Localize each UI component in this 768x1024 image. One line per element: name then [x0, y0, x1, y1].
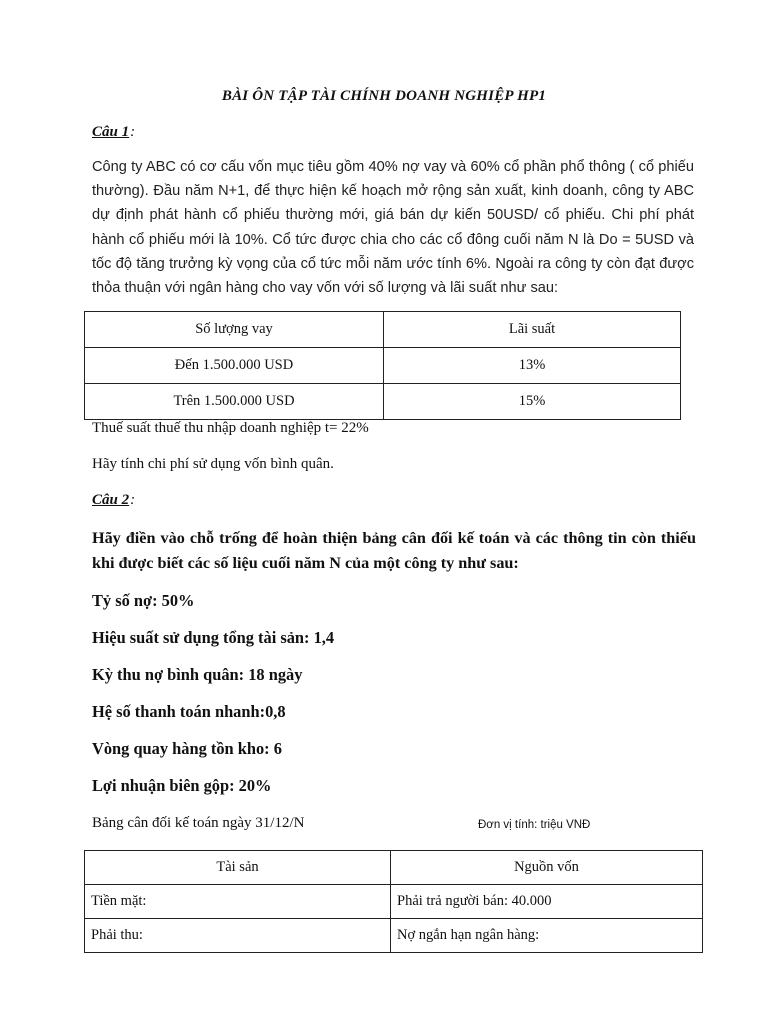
balance-sheet-header-row	[85, 851, 703, 885]
table-row	[85, 348, 681, 384]
balance-sheet-table	[84, 850, 703, 953]
document-title: BÀI ÔN TẬP TÀI CHÍNH DOANH NGHIỆP HP1	[221, 88, 547, 104]
balance-sheet-header: Tài sản	[85, 851, 391, 885]
fact-item: Hệ số thanh toán nhanh:0,8	[92, 702, 286, 721]
q1-body: Công ty ABC có cơ cấu vốn mục tiêu gồm 40% nợ vay và 60% cổ phần phổ thông ( cổ phiếu thường). Đầu năm N+1, để thực hiện kế hoạch mở rộng sản xuất, kinh doanh, công ty ABC dự định phát hành cổ phiếu thường mới, giá bán dự kiến 50USD/ cổ phiếu. Chi phí phát hành cổ phiếu mới là 10%. Cổ tức được chia cho các cổ đông cuối năm N là Do = 5USD và tốc độ tăng trưởng kỳ vọng của cổ tức mỗi năm ước tính 6%. Ngoài ra công ty còn đạt được thỏa thuận với ngân hàng cho vay vốn với số lượng và lãi suất như sau:	[92, 159, 694, 297]
balance-sheet-title: Bảng cân đối kế toán ngày 31/12/N	[92, 815, 305, 831]
table-row	[85, 919, 703, 953]
table-row	[85, 885, 703, 919]
q2-heading-label: Câu 2	[92, 492, 130, 508]
loan-amount-cell: Trên 1.500.000 USD	[85, 384, 384, 420]
liability-cell: Nợ ngắn hạn ngân hàng:	[391, 919, 703, 953]
balance-sheet-header: Nguồn vốn	[391, 851, 703, 885]
loan-table-header: Lãi suất	[384, 312, 681, 348]
table-row	[85, 384, 681, 420]
loan-table	[84, 311, 681, 420]
q1-heading-colon: :	[130, 124, 136, 140]
fact-item: Vòng quay hàng tồn kho: 6	[92, 739, 282, 758]
unit-label: Đơn vị tính: triệu VNĐ	[478, 819, 591, 831]
q2-intro: Hãy điền vào chỗ trống để hoàn thiện bảng cân đối kế toán và các thông tin còn thiếu khi được biết các số liệu cuối năm N của một công ty như sau:	[92, 529, 696, 572]
fact-item: Hiệu suất sử dụng tổng tài sản: 1,4	[92, 628, 335, 647]
liability-cell: Phải trả người bán: 40.000	[391, 885, 703, 919]
loan-table-header: Số lượng vay	[85, 312, 384, 348]
loan-amount-cell: Đến 1.500.000 USD	[85, 348, 384, 384]
fact-item: Lợi nhuận biên gộp: 20%	[92, 776, 272, 795]
loan-table-header-row	[85, 312, 681, 348]
asset-cell: Phải thu:	[85, 919, 391, 953]
q1-tax-rate: Thuế suất thuế thu nhập doanh nghiệp t= 22%	[92, 420, 369, 436]
fact-item: Tỷ số nợ: 50%	[92, 591, 195, 610]
loan-rate-cell: 13%	[384, 348, 681, 384]
q1-question: Hãy tính chi phí sử dụng vốn bình quân.	[92, 456, 334, 472]
fact-item: Kỳ thu nợ bình quân: 18 ngày	[92, 665, 303, 684]
q1-heading	[92, 124, 135, 141]
asset-cell: Tiền mặt:	[85, 885, 391, 919]
q2-heading	[92, 492, 135, 509]
q2-heading-colon: :	[130, 492, 136, 508]
q1-heading-label: Câu 1	[92, 124, 130, 140]
loan-rate-cell: 15%	[384, 384, 681, 420]
